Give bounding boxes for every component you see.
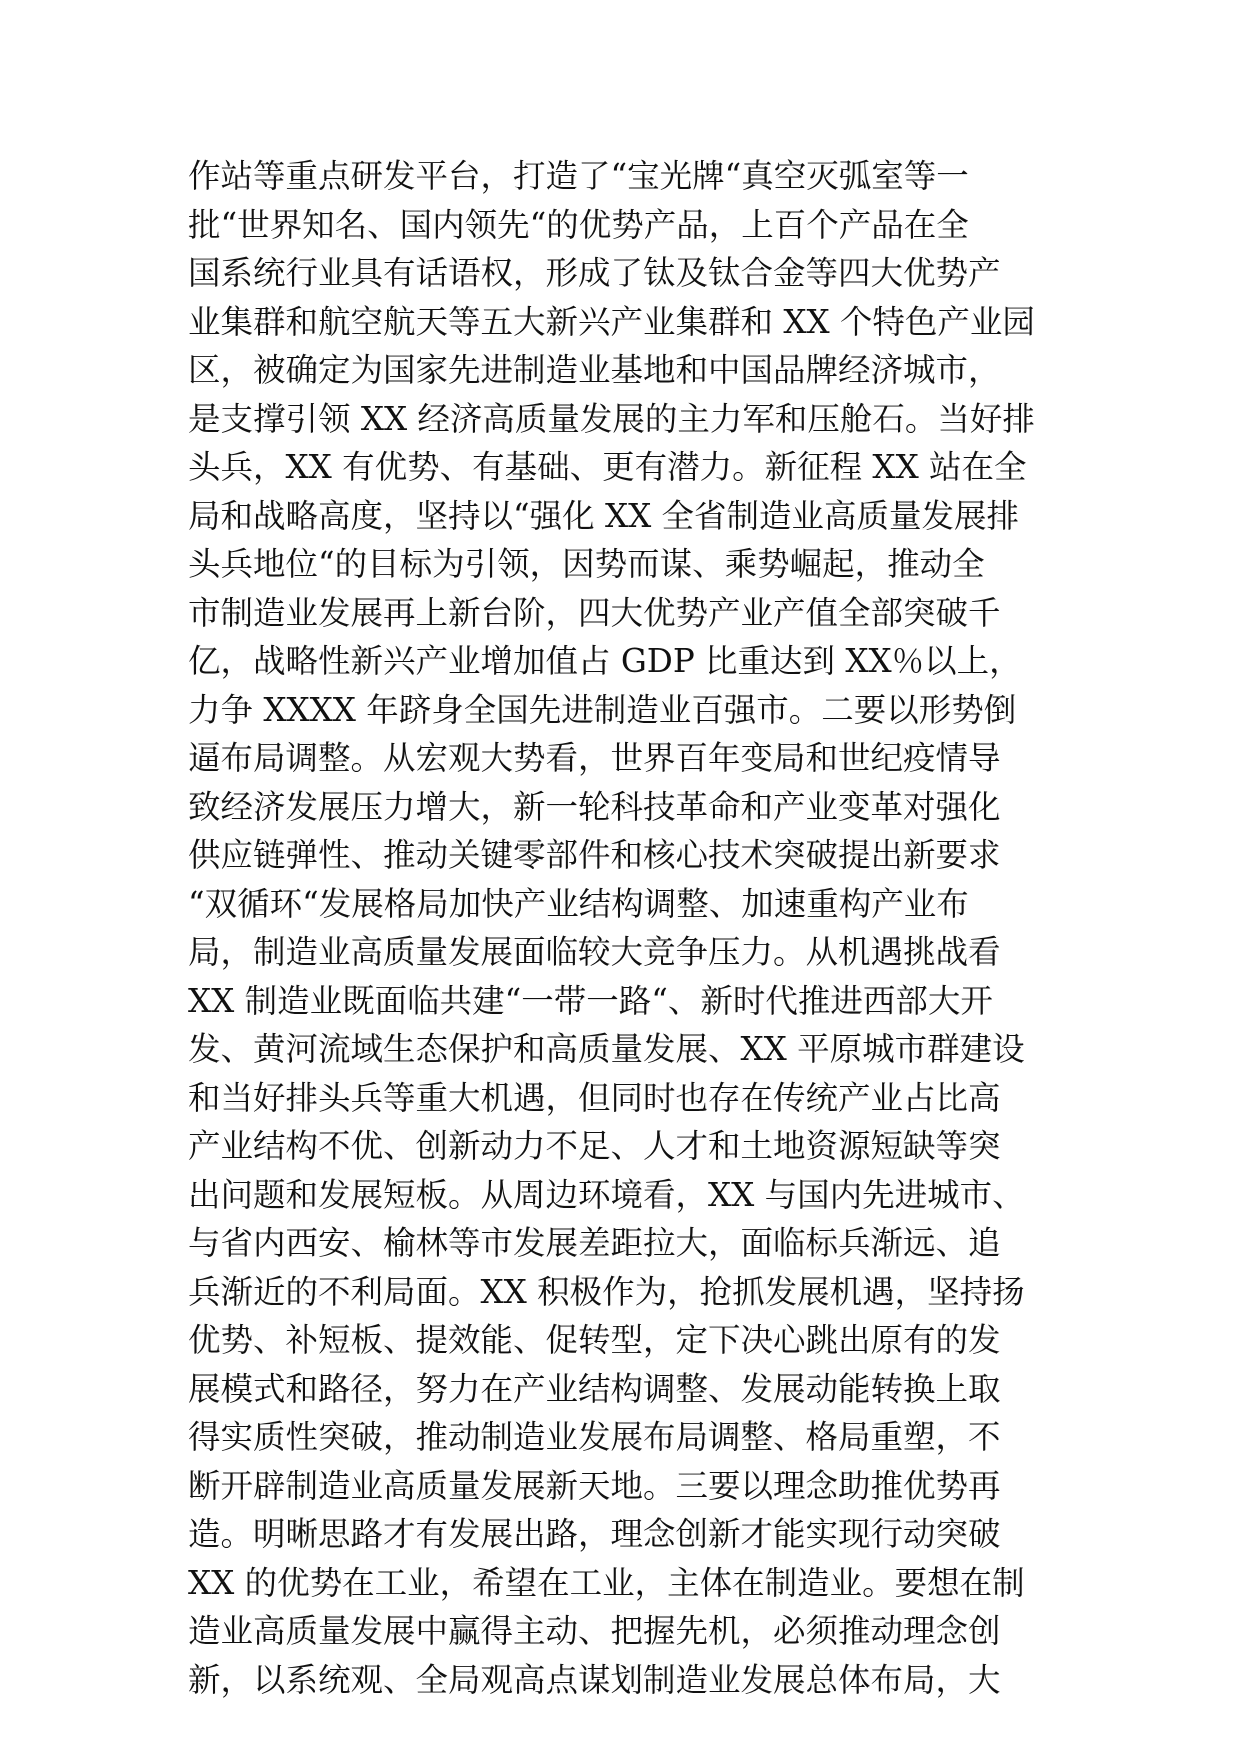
text-line: 展模式和路径，努力在产业结构调整、发展动能转换上取	[188, 1369, 1001, 1408]
text-line: 亿，战略性新兴产业增加值占 GDP 比重达到 XX％以上，	[188, 642, 1022, 680]
text-line: 新，以系统观、全局观高点谋划制造业发展总体布局，大	[188, 1660, 1001, 1699]
body-paragraph	[188, 152, 1058, 1704]
text-line: 是支撑引领 XX 经济高质量发展的主力军和压舱石。当好排	[188, 399, 1035, 438]
text-line: 力争 XXXX 年跻身全国先进制造业百强市。二要以形势倒	[188, 690, 1017, 729]
text-line: 优势、补短板、提效能、促转型，定下决心跳出原有的发	[188, 1321, 1001, 1359]
text-line: XX 的优势在工业，希望在工业，主体在制造业。要想在制	[188, 1563, 1025, 1602]
text-line: 兵渐近的不利局面。XX 积极作为，抢抓发展机遇，坚持扬	[188, 1272, 1025, 1311]
text-line: 业集群和航空航天等五大新兴产业集群和 XX 个特色产业园	[188, 302, 1035, 341]
text-line: 市制造业发展再上新台阶，四大优势产业产值全部突破千	[188, 593, 1001, 632]
text-line: “双循环“发展格局加快产业结构调整、加速重构产业布	[188, 884, 969, 923]
text-line: 和当好排头兵等重大机遇，但同时也存在传统产业占比高	[188, 1078, 1001, 1117]
text-line: 造。明晰思路才有发展出路，理念创新才能实现行动突破	[188, 1515, 1001, 1553]
text-line: 局，制造业高质量发展面临较大竞争压力。从机遇挑战看	[188, 933, 1001, 971]
text-line: 出问题和发展短板。从周边环境看，XX 与国内先进城市、	[188, 1175, 1025, 1214]
text-line: 作站等重点研发平台，打造了“宝光牌“真空灭弧室等一	[188, 157, 969, 195]
text-line: 致经济发展压力增大，新一轮科技革命和产业变革对强化	[188, 787, 1001, 826]
text-line: 国系统行业具有话语权，形成了钛及钛合金等四大优势产	[188, 254, 1001, 292]
text-line: XX 制造业既面临共建“一带一路“、新时代推进西部大开	[188, 981, 993, 1020]
text-line: 得实质性突破，推动制造业发展布局调整、格局重塑，不	[188, 1418, 1001, 1456]
text-line: 头兵，XX 有优势、有基础、更有潜力。新征程 XX 站在全	[188, 448, 1027, 486]
text-line: 头兵地位“的目标为引领，因势而谋、乘势崛起，推动全	[188, 545, 985, 583]
text-line: 与省内西安、榆林等市发展差距拉大，面临标兵渐远、追	[188, 1224, 1001, 1262]
text-line: 区，被确定为国家先进制造业基地和中国品牌经济城市，	[188, 351, 1001, 389]
text-line: 发、黄河流域生态保护和高质量发展、XX 平原城市群建设	[188, 1030, 1025, 1068]
text-line: 局和战略高度，坚持以“强化 XX 全省制造业高质量发展排	[188, 496, 1020, 535]
text-line: 产业结构不优、创新动力不足、人才和土地资源短缺等突	[188, 1127, 1001, 1165]
text-line: 逼布局调整。从宏观大势看，世界百年变局和世纪疫情导	[188, 739, 1001, 777]
text-line: 断开辟制造业高质量发展新天地。三要以理念助推优势再	[188, 1466, 1001, 1505]
text-line: 造业高质量发展中赢得主动、把握先机，必须推动理念创	[188, 1612, 1001, 1650]
text-line: 供应链弹性、推动关键零部件和核心技术突破提出新要求	[188, 836, 1001, 874]
text-line: 批“世界知名、国内领先“的优势产品，上百个产品在全	[188, 205, 969, 244]
